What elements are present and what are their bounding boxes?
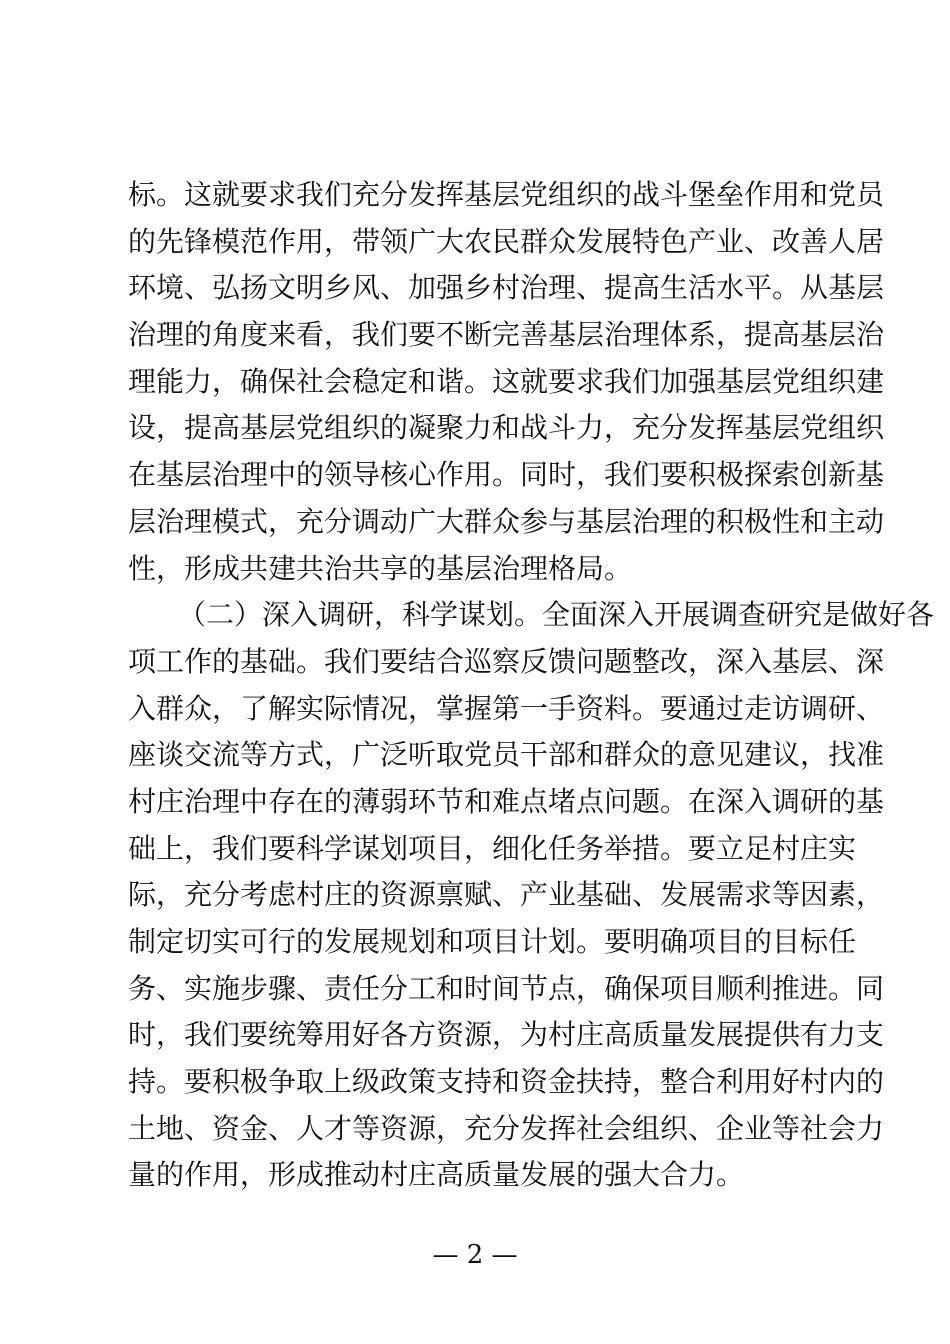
text-line: 际，充分考虑村庄的资源禀赋、产业基础、发展需求等因素， — [128, 878, 885, 912]
text-line: 制定切实可行的发展规划和项目计划。要明确项目的目标任 — [128, 925, 857, 958]
text-line: 座谈交流等方式，广泛听取党员干部和群众的意见建议，找准 — [128, 738, 885, 772]
text-line: 的先锋模范作用，带领广大农民群众发展特色产业、改善人居 — [128, 224, 885, 258]
text-line: 量的作用，形成推动村庄高质量发展的强大合力。 — [128, 1158, 745, 1192]
text-line: 环境、弘扬文明乡风、加强乡村治理、提高生活水平。从基层 — [128, 271, 885, 305]
text-line: 持。要积极争取上级政策支持和资金扶持，整合利用好村内的 — [128, 1065, 885, 1099]
text-line: 标。这就要求我们充分发挥基层党组织的战斗堡垒作用和党员 — [128, 178, 885, 211]
text-line: 务、实施步骤、责任分工和时间节点，确保项目顺利推进。同 — [128, 971, 885, 1005]
section-heading-line: （二）深入调研，科学谋划。全面深入开展调查研究是做好各 — [178, 598, 935, 632]
text-line: 设，提高基层党组织的凝聚力和战斗力，充分发挥基层党组织 — [128, 411, 885, 445]
body-text — [128, 172, 935, 1199]
text-line: 础上，我们要科学谋划项目，细化任务举措。要立足村庄实 — [128, 831, 857, 865]
text-line: 入群众，了解实际情况，掌握第一手资料。要通过走访调研、 — [128, 691, 885, 725]
text-line: 治理的角度来看，我们要不断完善基层治理体系，提高基层治 — [128, 318, 885, 352]
text-line: 层治理模式，充分调动广大群众参与基层治理的积极性和主动 — [128, 504, 885, 538]
text-line: 村庄治理中存在的薄弱环节和难点堵点问题。在深入调研的基 — [128, 784, 885, 818]
text-line: 土地、资金、人才等资源，充分发挥社会组织、企业等社会力 — [128, 1111, 885, 1145]
text-line: 理能力，确保社会稳定和谐。这就要求我们加强基层党组织建 — [128, 364, 885, 398]
text-line: 性，形成共建共治共享的基层治理格局。 — [128, 551, 633, 585]
text-line: 项工作的基础。我们要结合巡察反馈问题整改，深入基层、深 — [128, 644, 885, 678]
text-line: 在基层治理中的领导核心作用。同时，我们要积极探索创新基 — [128, 458, 885, 492]
text-line: 时，我们要统筹用好各方资源，为村庄高质量发展提供有力支 — [128, 1018, 885, 1052]
page-number: — 2 — — [432, 1240, 518, 1270]
